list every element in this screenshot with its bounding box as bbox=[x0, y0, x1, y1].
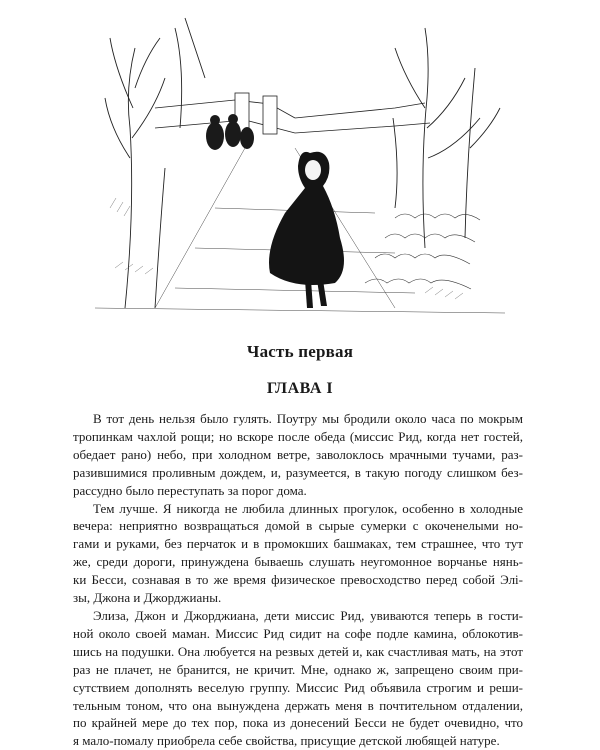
text-line: Тем лучше. Я никогда не любила длинных прогулок, особенно в холодные bbox=[93, 500, 523, 516]
text-line: зы, Джона и Джорджианы. bbox=[73, 590, 222, 606]
paragraph-1 bbox=[73, 410, 523, 500]
paragraph-2 bbox=[73, 500, 523, 607]
text-line: шись на подушки. Она любуется на резвых детей и, как счастливая мать, на этот bbox=[73, 643, 523, 659]
text-line: я мало-помалу приобрела себе свойства, присущие детской любящей натуре. bbox=[73, 733, 500, 749]
text-line: по крайней мере до тех пор, пока из донесений Бесси не будет очевидно, что bbox=[73, 715, 523, 731]
part-title: Часть первая bbox=[246, 342, 354, 361]
chapter-title: ГЛАВА I bbox=[266, 380, 334, 397]
engraving-illustration bbox=[95, 8, 505, 328]
text-line: В тот день нельзя было гулять. Поутру мы бродили около часа по мокрым bbox=[93, 411, 523, 426]
text-line: ки Бесси, сознавая в то же время физическое превосходство перед собой Элі- bbox=[73, 572, 523, 588]
text-line: тельным тоном, что она вынуждена держать меня в почтительном отдалении, bbox=[73, 697, 523, 713]
text-line: же, среди дороги, принуждена бываешь слушать неугомонное ворчанье нянь- bbox=[73, 554, 523, 570]
chapter-body bbox=[73, 410, 523, 750]
text-line: Элиза, Джон и Джорджиана, дети миссис Рид, увиваются теперь в гости- bbox=[93, 607, 523, 623]
paragraph-3 bbox=[73, 607, 523, 750]
text-line: тропинкам чахлой рощи; но вскоре после обеда (миссис Рид, когда нет гостей, bbox=[73, 428, 523, 444]
text-line: рассудно было переступать за порог дома. bbox=[73, 482, 307, 498]
text-line: раз не плачет, не бранится, не кричит. Мне, однако ж, запрещено своим при- bbox=[73, 661, 523, 677]
text-line: разившимися проливным дождем, и, разумеется, в такую погоду слишком без- bbox=[73, 464, 523, 480]
text-line: обедает рано) небо, при холодном ветре, заволоклось мрачными тучами, раз- bbox=[73, 446, 523, 462]
girl-figure bbox=[269, 152, 344, 308]
text-line: сутствием дополнять веселую группу. Миссис Рид объявила строгим и реши- bbox=[73, 679, 523, 695]
engraving-girl-in-garden-icon bbox=[95, 8, 505, 328]
text-line: ной около своей маман. Миссис Рид сидит на софе подле камина, облокотив- bbox=[73, 625, 523, 641]
text-line: вечера: неприятно возвращаться домой в сырые сумерки с окоченелыми но- bbox=[73, 518, 523, 534]
text-line: гами и руками, без перчаток и в промокших башмаках, тем страшнее, что тут bbox=[73, 536, 523, 552]
